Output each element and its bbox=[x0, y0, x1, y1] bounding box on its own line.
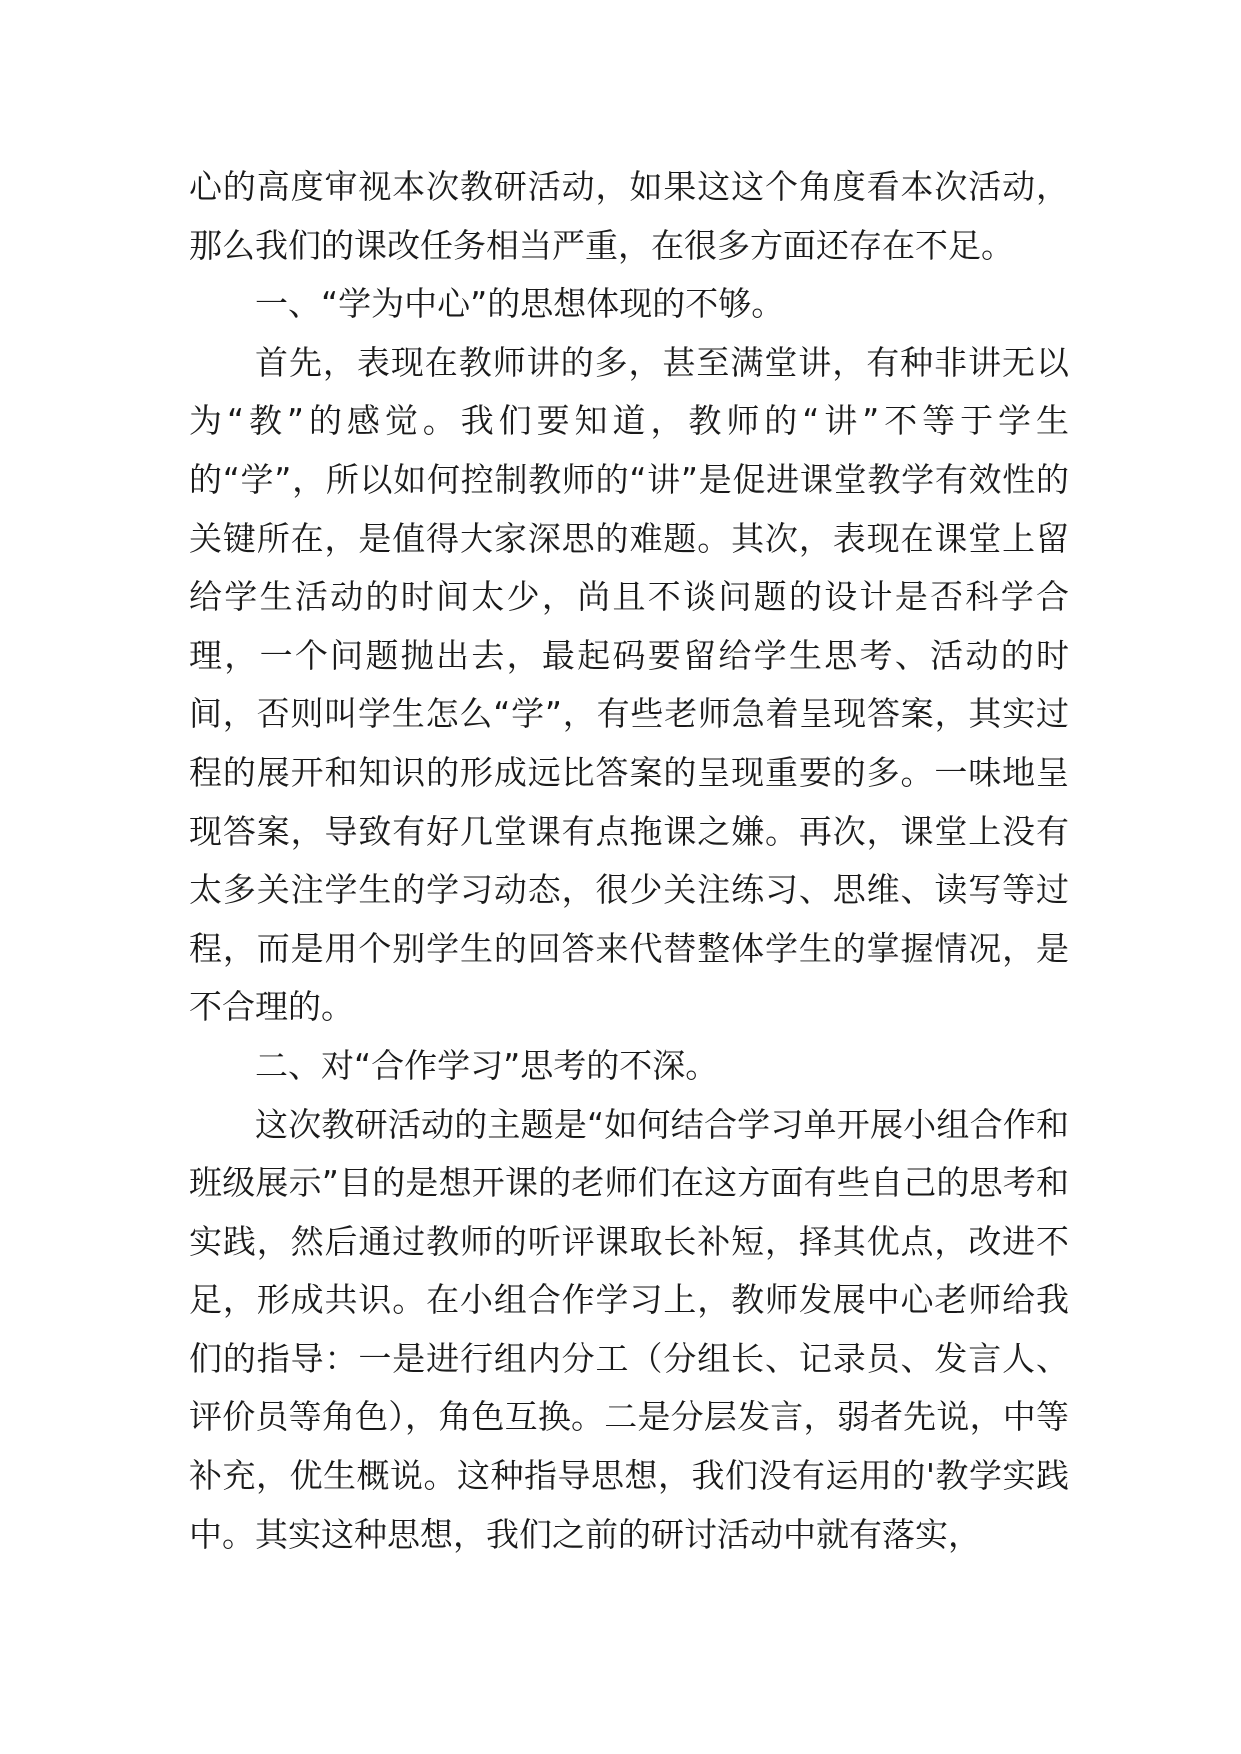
paragraph-section-two-body: 这次教研活动的主题是“如何结合学习单开展小组合作和班级展示”目的是想开课的老师们在这方面有些自己的思考和实践，然后通过教师的听评课取长补短，择其优点，改进不足，形成共识。在小组合作学习上，教师发展中心老师给我们的指导：一是进行组内分工（分组长、记录员、发言人、评价员等角色），角色互换。二是分层发言，弱者先说，中等补充，优生概说。这种指导思想，我们没有运用的'教学实践中。其实这种思想，我们之前的研讨活动中就有落实， bbox=[189, 1104, 1069, 1554]
paragraph-continuation: 心的高度审视本次教研活动，如果这这个角度看本次活动，那么我们的课改任务相当严重，在很多方面还存在不足。 bbox=[189, 167, 1069, 265]
paragraph-section-one-body: 首先，表现在教师讲的多，甚至满堂讲，有种非讲无以为“教”的感觉。我们要知道，教师的“讲”不等于学生的“学”，所以如何控制教师的“讲”是促进课堂教学有效性的关键所在，是值得大家深思的难题。其次，表现在课堂上留给学生活动的时间太少，尚且不谈问题的设计是否科学合理，一个问题抛出去，最起码要留给学生思考、活动的时间，否则叫学生怎么“学”，有些老师急着呈现答案，其实过程的展开和知识的形成远比答案的呈现重要的多。一味地呈现答案，导致有好几堂课有点拖课之嫌。再次，课堂上没有太多关注学生的学习动态，很少关注练习、思维、读写等过程，而是用个别学生的回答来代替整体学生的掌握情况，是不合理的。 bbox=[189, 342, 1069, 1027]
document-body bbox=[189, 158, 1069, 1564]
heading-section-two: 二、对“合作学习”思考的不深。 bbox=[255, 1045, 719, 1085]
heading-section-one: 一、“学为中心”的思想体现的不够。 bbox=[255, 284, 785, 324]
